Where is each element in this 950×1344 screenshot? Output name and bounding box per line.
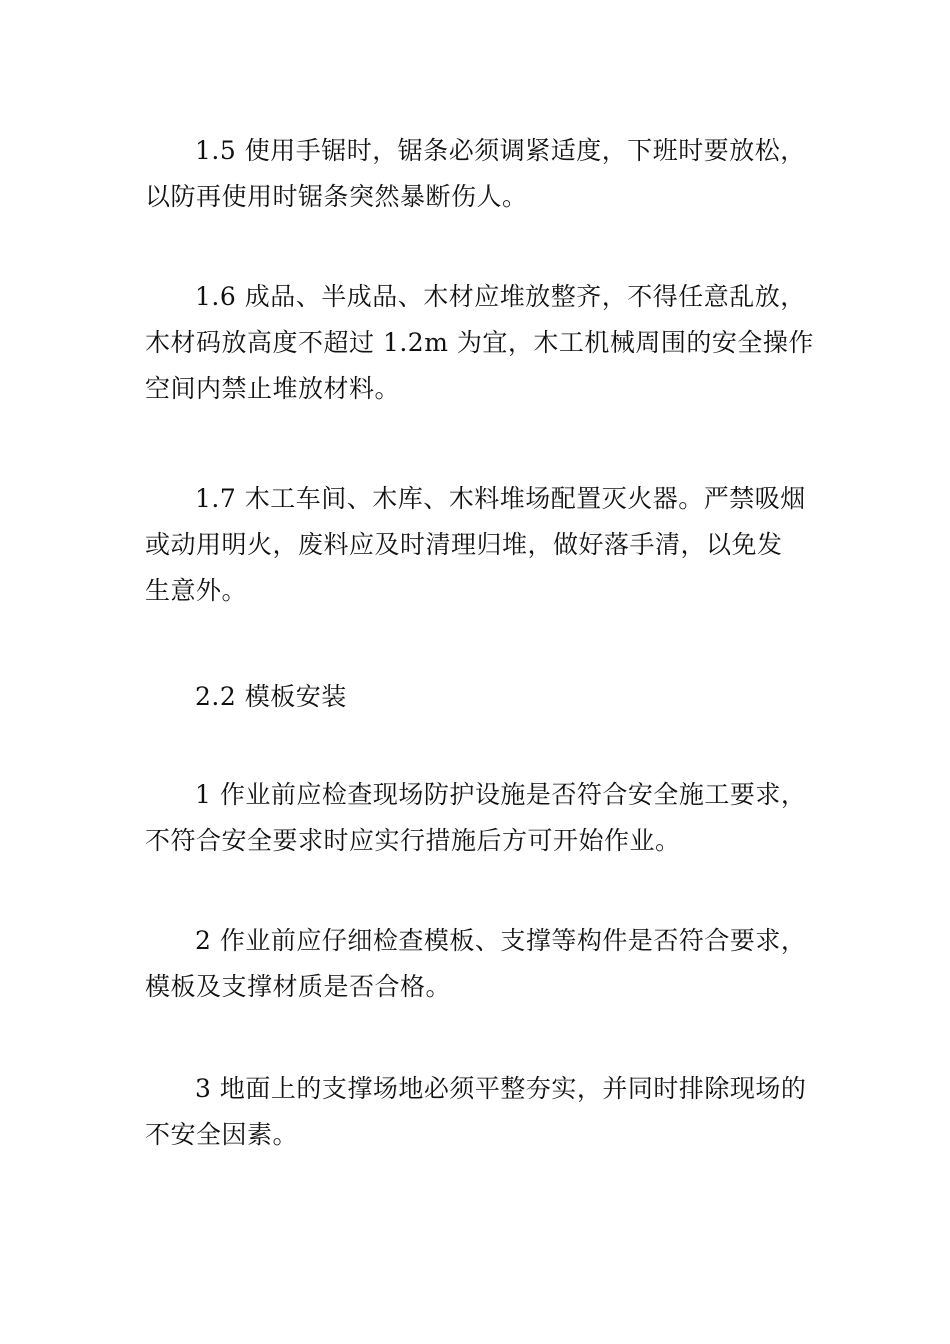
paragraph-line: 木材码放高度不超过 1.2m 为宜，木工机械周围的安全操作 — [145, 328, 814, 357]
paragraph-line: 空间内禁止堆放材料。 — [145, 374, 401, 403]
paragraph-line: 1 作业前应检查现场防护设施是否符合安全施工要求， — [195, 780, 807, 809]
paragraph-line: 1.5 使用手锯时，锯条必须调紧适度，下班时要放松， — [195, 136, 806, 165]
paragraph-line: 模板及支撑材质是否合格。 — [145, 972, 452, 1001]
paragraph-item-2 — [145, 918, 810, 1010]
paragraph-line: 以防再使用时锯条突然暴断伤人。 — [145, 182, 528, 211]
paragraph-line: 或动用明火，废料应及时清理归堆，做好落手清，以免发 — [145, 530, 783, 559]
paragraph-line: 生意外。 — [145, 576, 248, 605]
paragraph-item-1 — [145, 772, 810, 864]
heading-line: 2.2 模板安装 — [195, 682, 347, 711]
paragraph-line: 2 作业前应仔细检查模板、支撑等构件是否符合要求， — [195, 926, 807, 955]
section-heading-2-2 — [145, 674, 810, 720]
paragraph-item-3 — [145, 1066, 810, 1158]
paragraph-line: 不安全因素。 — [145, 1120, 299, 1149]
paragraph-1-5 — [145, 128, 810, 220]
paragraph-1-6 — [145, 274, 814, 412]
paragraph-line: 1.7 木工车间、木库、木料堆场配置灭火器。严禁吸烟 — [195, 484, 806, 513]
paragraph-line: 1.6 成品、半成品、木材应堆放整齐，不得任意乱放， — [195, 282, 806, 311]
paragraph-1-7 — [145, 476, 810, 614]
paragraph-line: 不符合安全要求时应实行措施后方可开始作业。 — [145, 826, 681, 855]
paragraph-line: 3 地面上的支撑场地必须平整夯实，并同时排除现场的 — [195, 1074, 807, 1103]
